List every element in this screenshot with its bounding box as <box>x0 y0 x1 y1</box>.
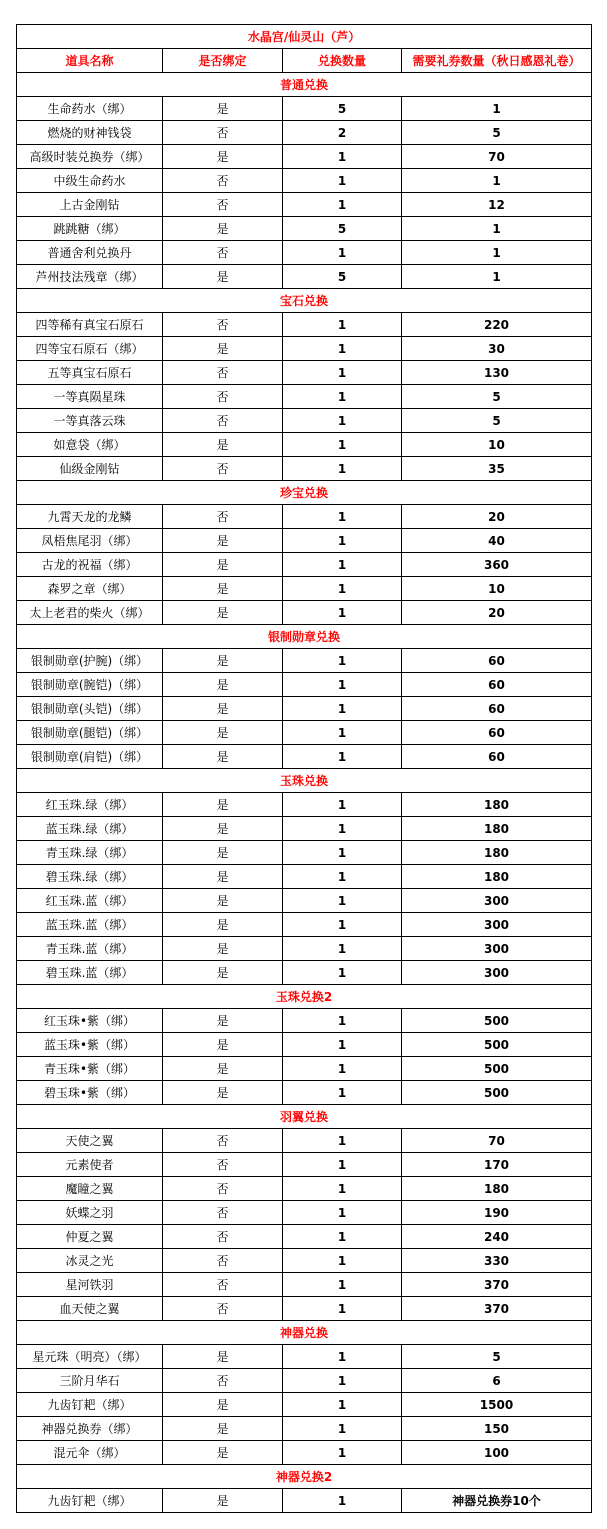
section-title: 神器兑换2 <box>17 1465 592 1489</box>
table-row <box>17 1417 592 1441</box>
coupon-required-cell: 500 <box>402 1009 592 1033</box>
coupon-required-cell: 360 <box>402 553 592 577</box>
coupon-required-cell: 5 <box>402 385 592 409</box>
item-name-cell: 碧玉珠.蓝（绑） <box>17 961 163 985</box>
coupon-required-cell: 神器兑换券10个 <box>402 1489 592 1513</box>
table-row <box>17 841 592 865</box>
exchange-quantity-cell: 1 <box>283 1249 402 1273</box>
table-row <box>17 529 592 553</box>
is-bound-cell: 否 <box>163 1369 283 1393</box>
exchange-quantity-cell: 1 <box>283 841 402 865</box>
section-title: 羽翼兑换 <box>17 1105 592 1129</box>
is-bound-cell: 否 <box>163 1153 283 1177</box>
is-bound-cell: 否 <box>163 169 283 193</box>
item-name-cell: 魔瞳之翼 <box>17 1177 163 1201</box>
is-bound-cell: 是 <box>163 841 283 865</box>
exchange-quantity-cell: 1 <box>283 745 402 769</box>
coupon-required-cell: 240 <box>402 1225 592 1249</box>
item-name-cell: 银制勋章(肩铠)（绑） <box>17 745 163 769</box>
section-title: 宝石兑换 <box>17 289 592 313</box>
is-bound-cell: 否 <box>163 1249 283 1273</box>
exchange-quantity-cell: 1 <box>283 193 402 217</box>
table-row <box>17 937 592 961</box>
exchange-quantity-cell: 1 <box>283 1297 402 1321</box>
table-row <box>17 1225 592 1249</box>
coupon-required-cell: 370 <box>402 1297 592 1321</box>
coupon-required-cell: 12 <box>402 193 592 217</box>
coupon-required-cell: 60 <box>402 649 592 673</box>
exchange-quantity-cell: 1 <box>283 241 402 265</box>
item-name-cell: 九霄天龙的龙鳞 <box>17 505 163 529</box>
exchange-quantity-cell: 1 <box>283 817 402 841</box>
exchange-quantity-cell: 1 <box>283 337 402 361</box>
item-name-cell: 冰灵之光 <box>17 1249 163 1273</box>
item-name-cell: 一等真陨星珠 <box>17 385 163 409</box>
is-bound-cell: 是 <box>163 1057 283 1081</box>
coupon-required-cell: 500 <box>402 1081 592 1105</box>
coupon-required-cell: 60 <box>402 697 592 721</box>
table-row <box>17 505 592 529</box>
is-bound-cell: 是 <box>163 697 283 721</box>
exchange-quantity-cell: 1 <box>283 1417 402 1441</box>
coupon-required-cell: 1500 <box>402 1393 592 1417</box>
exchange-quantity-cell: 1 <box>283 937 402 961</box>
table-row <box>17 577 592 601</box>
table-row <box>17 1081 592 1105</box>
coupon-required-cell: 20 <box>402 505 592 529</box>
item-name-cell: 中级生命药水 <box>17 169 163 193</box>
section-row <box>17 73 592 97</box>
coupon-required-cell: 5 <box>402 409 592 433</box>
coupon-required-cell: 180 <box>402 865 592 889</box>
is-bound-cell: 否 <box>163 1225 283 1249</box>
coupon-required-cell: 300 <box>402 961 592 985</box>
coupon-required-cell: 220 <box>402 313 592 337</box>
exchange-quantity-cell: 1 <box>283 409 402 433</box>
item-name-cell: 红玉珠•紫（绑） <box>17 1009 163 1033</box>
header-coupon-required: 需要礼券数量（秋日感恩礼卷） <box>402 49 592 73</box>
item-name-cell: 蓝玉珠•紫（绑） <box>17 1033 163 1057</box>
exchange-quantity-cell: 1 <box>283 433 402 457</box>
coupon-required-cell: 20 <box>402 601 592 625</box>
item-name-cell: 如意袋（绑） <box>17 433 163 457</box>
table-row <box>17 889 592 913</box>
table-row <box>17 1441 592 1465</box>
coupon-required-cell: 100 <box>402 1441 592 1465</box>
header-row <box>17 49 592 73</box>
exchange-quantity-cell: 1 <box>283 385 402 409</box>
table-row <box>17 1201 592 1225</box>
exchange-quantity-cell: 5 <box>283 97 402 121</box>
coupon-required-cell: 5 <box>402 1345 592 1369</box>
table-row <box>17 649 592 673</box>
header-exchange-quantity: 兑换数量 <box>283 49 402 73</box>
coupon-required-cell: 1 <box>402 217 592 241</box>
table-row <box>17 337 592 361</box>
exchange-quantity-cell: 1 <box>283 1177 402 1201</box>
is-bound-cell: 否 <box>163 409 283 433</box>
table-row <box>17 1153 592 1177</box>
item-name-cell: 碧玉珠•紫（绑） <box>17 1081 163 1105</box>
exchange-quantity-cell: 1 <box>283 793 402 817</box>
is-bound-cell: 是 <box>163 817 283 841</box>
section-row <box>17 1321 592 1345</box>
table-row <box>17 457 592 481</box>
exchange-quantity-cell: 1 <box>283 505 402 529</box>
table-row <box>17 673 592 697</box>
coupon-required-cell: 5 <box>402 121 592 145</box>
is-bound-cell: 是 <box>163 793 283 817</box>
item-name-cell: 银制勋章(头铠)（绑） <box>17 697 163 721</box>
is-bound-cell: 是 <box>163 1393 283 1417</box>
coupon-required-cell: 180 <box>402 841 592 865</box>
coupon-required-cell: 170 <box>402 1153 592 1177</box>
item-name-cell: 九齿钉耙（绑） <box>17 1393 163 1417</box>
is-bound-cell: 否 <box>163 505 283 529</box>
item-name-cell: 青玉珠.蓝（绑） <box>17 937 163 961</box>
item-name-cell: 元素使者 <box>17 1153 163 1177</box>
table-row <box>17 1369 592 1393</box>
item-name-cell: 高级时装兑换券（绑） <box>17 145 163 169</box>
exchange-table-body <box>17 25 592 1513</box>
coupon-required-cell: 70 <box>402 145 592 169</box>
table-row <box>17 97 592 121</box>
exchange-quantity-cell: 1 <box>283 889 402 913</box>
exchange-quantity-cell: 2 <box>283 121 402 145</box>
item-name-cell: 芦州技法残章（绑） <box>17 265 163 289</box>
is-bound-cell: 是 <box>163 865 283 889</box>
item-name-cell: 古龙的祝福（绑） <box>17 553 163 577</box>
is-bound-cell: 否 <box>163 193 283 217</box>
exchange-quantity-cell: 1 <box>283 1009 402 1033</box>
section-row <box>17 1465 592 1489</box>
coupon-required-cell: 60 <box>402 721 592 745</box>
is-bound-cell: 是 <box>163 337 283 361</box>
item-name-cell: 红玉珠.蓝（绑） <box>17 889 163 913</box>
coupon-required-cell: 180 <box>402 793 592 817</box>
table-row <box>17 241 592 265</box>
item-name-cell: 蓝玉珠.绿（绑） <box>17 817 163 841</box>
is-bound-cell: 是 <box>163 433 283 457</box>
exchange-quantity-cell: 1 <box>283 601 402 625</box>
header-is-bound: 是否绑定 <box>163 49 283 73</box>
item-name-cell: 三阶月华石 <box>17 1369 163 1393</box>
coupon-required-cell: 1 <box>402 97 592 121</box>
item-name-cell: 五等真宝石原石 <box>17 361 163 385</box>
table-row <box>17 361 592 385</box>
exchange-quantity-cell: 1 <box>283 1225 402 1249</box>
exchange-quantity-cell: 1 <box>283 457 402 481</box>
item-name-cell: 碧玉珠.绿（绑） <box>17 865 163 889</box>
exchange-quantity-cell: 1 <box>283 673 402 697</box>
item-name-cell: 跳跳糖（绑） <box>17 217 163 241</box>
exchange-quantity-cell: 1 <box>283 145 402 169</box>
item-name-cell: 森罗之章（绑） <box>17 577 163 601</box>
table-row <box>17 865 592 889</box>
is-bound-cell: 是 <box>163 217 283 241</box>
table-row <box>17 793 592 817</box>
is-bound-cell: 是 <box>163 1489 283 1513</box>
item-name-cell: 妖蝶之羽 <box>17 1201 163 1225</box>
item-name-cell: 青玉珠.绿（绑） <box>17 841 163 865</box>
table-row <box>17 913 592 937</box>
is-bound-cell: 是 <box>163 529 283 553</box>
is-bound-cell: 否 <box>163 1129 283 1153</box>
item-name-cell: 银制勋章(腕铠)（绑） <box>17 673 163 697</box>
exchange-quantity-cell: 1 <box>283 577 402 601</box>
is-bound-cell: 是 <box>163 265 283 289</box>
is-bound-cell: 否 <box>163 313 283 337</box>
item-name-cell: 神器兑换券（绑） <box>17 1417 163 1441</box>
is-bound-cell: 是 <box>163 577 283 601</box>
section-row <box>17 481 592 505</box>
is-bound-cell: 是 <box>163 889 283 913</box>
item-name-cell: 四等宝石原石（绑） <box>17 337 163 361</box>
exchange-quantity-cell: 1 <box>283 961 402 985</box>
section-title: 玉珠兑换2 <box>17 985 592 1009</box>
table-row <box>17 697 592 721</box>
coupon-required-cell: 500 <box>402 1057 592 1081</box>
table-row <box>17 1297 592 1321</box>
item-name-cell: 仲夏之翼 <box>17 1225 163 1249</box>
table-row <box>17 1057 592 1081</box>
exchange-quantity-cell: 1 <box>283 1393 402 1417</box>
item-name-cell: 青玉珠•紫（绑） <box>17 1057 163 1081</box>
item-name-cell: 红玉珠.绿（绑） <box>17 793 163 817</box>
exchange-quantity-cell: 1 <box>283 1129 402 1153</box>
table-row <box>17 433 592 457</box>
exchange-quantity-cell: 1 <box>283 1369 402 1393</box>
coupon-required-cell: 30 <box>402 337 592 361</box>
table-row <box>17 1489 592 1513</box>
exchange-quantity-cell: 1 <box>283 1057 402 1081</box>
exchange-quantity-cell: 1 <box>283 1153 402 1177</box>
section-row <box>17 985 592 1009</box>
is-bound-cell: 是 <box>163 649 283 673</box>
table-row <box>17 1393 592 1417</box>
table-row <box>17 385 592 409</box>
exchange-quantity-cell: 1 <box>283 1273 402 1297</box>
is-bound-cell: 否 <box>163 457 283 481</box>
coupon-required-cell: 300 <box>402 913 592 937</box>
section-row <box>17 625 592 649</box>
is-bound-cell: 是 <box>163 1345 283 1369</box>
table-row <box>17 313 592 337</box>
exchange-quantity-cell: 1 <box>283 361 402 385</box>
table-row <box>17 1129 592 1153</box>
section-row <box>17 1105 592 1129</box>
coupon-required-cell: 130 <box>402 361 592 385</box>
coupon-required-cell: 10 <box>402 433 592 457</box>
is-bound-cell: 是 <box>163 1441 283 1465</box>
table-row <box>17 1249 592 1273</box>
item-name-cell: 九齿钉耙（绑） <box>17 1489 163 1513</box>
table-row <box>17 1345 592 1369</box>
is-bound-cell: 是 <box>163 961 283 985</box>
exchange-quantity-cell: 1 <box>283 649 402 673</box>
is-bound-cell: 是 <box>163 145 283 169</box>
item-name-cell: 普通舍利兑换丹 <box>17 241 163 265</box>
section-title: 玉珠兑换 <box>17 769 592 793</box>
section-row <box>17 289 592 313</box>
table-row <box>17 193 592 217</box>
table-row <box>17 409 592 433</box>
exchange-quantity-cell: 1 <box>283 1033 402 1057</box>
coupon-required-cell: 180 <box>402 1177 592 1201</box>
is-bound-cell: 是 <box>163 1417 283 1441</box>
table-row <box>17 1273 592 1297</box>
header-item-name: 道具名称 <box>17 49 163 73</box>
item-name-cell: 蓝玉珠.蓝（绑） <box>17 913 163 937</box>
is-bound-cell: 是 <box>163 913 283 937</box>
section-title: 银制勋章兑换 <box>17 625 592 649</box>
is-bound-cell: 是 <box>163 1009 283 1033</box>
section-title: 神器兑换 <box>17 1321 592 1345</box>
is-bound-cell: 是 <box>163 553 283 577</box>
coupon-required-cell: 40 <box>402 529 592 553</box>
table-row <box>17 961 592 985</box>
coupon-required-cell: 370 <box>402 1273 592 1297</box>
exchange-quantity-cell: 5 <box>283 217 402 241</box>
is-bound-cell: 是 <box>163 745 283 769</box>
exchange-quantity-cell: 1 <box>283 313 402 337</box>
coupon-required-cell: 330 <box>402 1249 592 1273</box>
table-row <box>17 145 592 169</box>
item-name-cell: 上古金刚钻 <box>17 193 163 217</box>
item-name-cell: 仙级金刚钻 <box>17 457 163 481</box>
is-bound-cell: 是 <box>163 1081 283 1105</box>
coupon-required-cell: 6 <box>402 1369 592 1393</box>
item-name-cell: 血天使之翼 <box>17 1297 163 1321</box>
exchange-table <box>16 24 592 1513</box>
coupon-required-cell: 300 <box>402 937 592 961</box>
is-bound-cell: 否 <box>163 241 283 265</box>
item-name-cell: 四等稀有真宝石原石 <box>17 313 163 337</box>
table-row <box>17 265 592 289</box>
coupon-required-cell: 500 <box>402 1033 592 1057</box>
exchange-quantity-cell: 1 <box>283 721 402 745</box>
exchange-quantity-cell: 1 <box>283 913 402 937</box>
exchange-quantity-cell: 1 <box>283 697 402 721</box>
item-name-cell: 燃烧的财神钱袋 <box>17 121 163 145</box>
coupon-required-cell: 70 <box>402 1129 592 1153</box>
table-row <box>17 817 592 841</box>
exchange-quantity-cell: 1 <box>283 1489 402 1513</box>
is-bound-cell: 是 <box>163 97 283 121</box>
exchange-quantity-cell: 1 <box>283 1441 402 1465</box>
coupon-required-cell: 60 <box>402 673 592 697</box>
table-row <box>17 601 592 625</box>
item-name-cell: 天使之翼 <box>17 1129 163 1153</box>
coupon-required-cell: 180 <box>402 817 592 841</box>
item-name-cell: 生命药水（绑） <box>17 97 163 121</box>
coupon-required-cell: 1 <box>402 241 592 265</box>
table-row <box>17 745 592 769</box>
is-bound-cell: 是 <box>163 721 283 745</box>
item-name-cell: 星河铁羽 <box>17 1273 163 1297</box>
coupon-required-cell: 35 <box>402 457 592 481</box>
section-row <box>17 769 592 793</box>
item-name-cell: 凤梧焦尾羽（绑） <box>17 529 163 553</box>
exchange-quantity-cell: 1 <box>283 865 402 889</box>
exchange-quantity-cell: 1 <box>283 1201 402 1225</box>
coupon-required-cell: 1 <box>402 265 592 289</box>
exchange-quantity-cell: 1 <box>283 1345 402 1369</box>
is-bound-cell: 否 <box>163 385 283 409</box>
table-row <box>17 1009 592 1033</box>
item-name-cell: 一等真落云珠 <box>17 409 163 433</box>
coupon-required-cell: 190 <box>402 1201 592 1225</box>
is-bound-cell: 是 <box>163 1033 283 1057</box>
table-row <box>17 1177 592 1201</box>
table-row <box>17 721 592 745</box>
table-row <box>17 553 592 577</box>
section-title: 珍宝兑换 <box>17 481 592 505</box>
is-bound-cell: 否 <box>163 1273 283 1297</box>
item-name-cell: 银制勋章(护腕)（绑） <box>17 649 163 673</box>
is-bound-cell: 否 <box>163 1177 283 1201</box>
exchange-quantity-cell: 1 <box>283 529 402 553</box>
table-title: 水晶宫/仙灵山（芦） <box>17 25 592 49</box>
is-bound-cell: 是 <box>163 601 283 625</box>
is-bound-cell: 否 <box>163 121 283 145</box>
is-bound-cell: 是 <box>163 937 283 961</box>
coupon-required-cell: 150 <box>402 1417 592 1441</box>
item-name-cell: 混元伞（绑） <box>17 1441 163 1465</box>
table-row <box>17 1033 592 1057</box>
coupon-required-cell: 10 <box>402 577 592 601</box>
section-title: 普通兑换 <box>17 73 592 97</box>
exchange-quantity-cell: 1 <box>283 1081 402 1105</box>
title-row <box>17 25 592 49</box>
table-row <box>17 121 592 145</box>
coupon-required-cell: 300 <box>402 889 592 913</box>
item-name-cell: 银制勋章(腿铠)（绑） <box>17 721 163 745</box>
item-name-cell: 星元珠（明亮）（绑） <box>17 1345 163 1369</box>
is-bound-cell: 否 <box>163 1297 283 1321</box>
coupon-required-cell: 60 <box>402 745 592 769</box>
item-name-cell: 太上老君的柴火（绑） <box>17 601 163 625</box>
is-bound-cell: 否 <box>163 1201 283 1225</box>
exchange-quantity-cell: 1 <box>283 553 402 577</box>
table-row <box>17 169 592 193</box>
is-bound-cell: 否 <box>163 361 283 385</box>
coupon-required-cell: 1 <box>402 169 592 193</box>
exchange-quantity-cell: 5 <box>283 265 402 289</box>
exchange-quantity-cell: 1 <box>283 169 402 193</box>
table-row <box>17 217 592 241</box>
is-bound-cell: 是 <box>163 673 283 697</box>
